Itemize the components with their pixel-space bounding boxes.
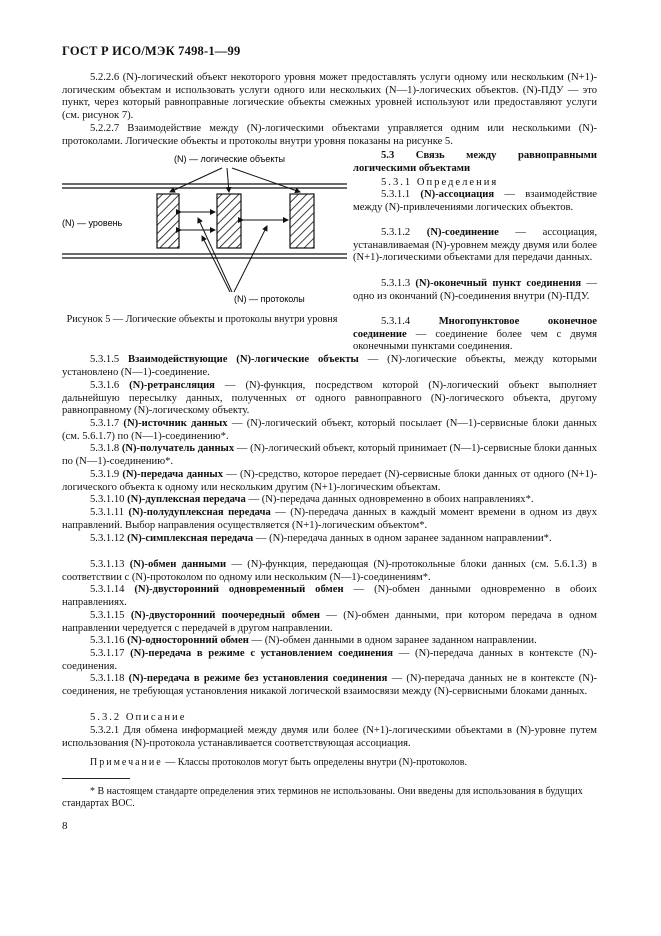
- definition-53118: 5.3.1.18 (N)-передача в режиме без установления соединения — (N)-передача данных не в контексте (N)-соединения, не требующая установления никакой логической взаимосвязи между (N)-сервисными блоками данных.: [62, 673, 597, 697]
- document-header: ГОСТ Р ИСО/МЭК 7498-1—99: [62, 44, 241, 58]
- definition-5317: 5.3.1.7 (N)-источник данных — (N)-логический объект, который посылает (N—1)-сервисные блоки данных (см. 5.6.1.7) по (N—1)-соединению*.: [62, 418, 597, 442]
- paragraph-5226: 5.2.2.6 (N)-логический объект некоторого уровня может предоставлять услуги одному или нескольким (N+1)-логическим объектам и использовать услуги одного или нескольких (N—1)-логических объектов. (N)-ПДУ — это пункт, через который равноправные логические объекты смежных уровней используют или предоставляют услуги (см. рисунок 7).: [62, 72, 597, 121]
- entity-3: [290, 194, 314, 248]
- definition-5319: 5.3.1.9 (N)-передача данных — (N)-средство, которое передает (N)-сервисные блоки данных от одного (N+1)-логического объекта к одному или нескольким другим (N+1)-логическим объектам.: [62, 469, 598, 493]
- footnote: * В настоящем стандарте определения этих терминов не использованы. Они введены для использования в будущих стандартах ВОС.: [62, 786, 583, 810]
- definition-53110: 5.3.1.10 (N)-дуплексная передача — (N)-передача данных одновременно в обоих направлениях*.: [90, 494, 534, 505]
- entity-2: [217, 194, 241, 248]
- page-number: 8: [62, 820, 68, 832]
- paragraph-5227: 5.2.2.7 Взаимодействие между (N)-логическими объектами управляется одним или несколькими (N)-протоколами. Логические объекты и протоколы внутри уровня показаны на рисунке 5.: [62, 123, 597, 147]
- definition-53117: 5.3.1.17 (N)-передача в режиме с установлением соединения — (N)-передача данных в контексте (N)-соединения.: [62, 648, 597, 672]
- note: Примечание — Классы протоколов могут быть определены внутри (N)-протоколов.: [90, 757, 468, 768]
- figure-5-caption: Рисунок 5 — Логические объекты и протоколы внутри уровня: [66, 314, 338, 325]
- definition-53113: 5.3.1.13 (N)-обмен данными — (N)-функция, передающая (N)-протокольные блоки данных (см. 5.6.1.3) в соответствии с (N)-протоколом по одному или нескольким (N—1)-соединениям*.: [62, 559, 598, 583]
- label-entities: (N) — логические объекты: [174, 154, 285, 164]
- heading-5-3: 5.3 Связь между равноправными логическими объектами: [353, 150, 597, 174]
- definition-5312: 5.3.1.2 (N)-соединение — ассоциация, устанавливаемая (N)-уровнем между двумя или более (N+1)-логическими объектами для передачи данных.: [353, 227, 597, 264]
- definition-5314: 5.3.1.4 Многопунктовое оконечное соединение — соединение более чем с двумя оконечными пунктами соединения.: [353, 316, 597, 353]
- footnote-rule: [62, 778, 130, 779]
- definition-5318: 5.3.1.8 (N)-получатель данных — (N)-логический объект, который принимает (N—1)-сервисные блоки данных по (N—1)-соединению*.: [62, 443, 597, 467]
- definition-53114: 5.3.1.14 (N)-двусторонний одновременный обмен — (N)-обмен данными одновременно в обоих направлениях.: [62, 584, 597, 608]
- heading-5-3-1: 5.3.1 Определения: [381, 177, 499, 188]
- paragraph-5321: 5.3.2.1 Для обмена информацией между двумя или более (N+1)-логическими объектами в (N)-уровне путем использования (N)-протокола устанавливается соответствующая ассоциация.: [62, 725, 597, 749]
- label-protocols: (N) — протоколы: [234, 294, 305, 304]
- definition-5316: 5.3.1.6 (N)-ретрансляция — (N)-функция, посредством которой (N)-логический объект выполняет дальнейшую пересылку данных, полученных от одного равноправного (N)-логического объекта, другому равноправному (N)-логическому объекту.: [62, 380, 597, 417]
- label-layer: (N) — уровень: [62, 218, 123, 228]
- entity-1: [157, 194, 179, 248]
- definition-53116: 5.3.1.16 (N)-односторонний обмен — (N)-обмен данными в одном заранее заданном направлении.: [90, 635, 537, 646]
- definition-53111: 5.3.1.11 (N)-полудуплексная передача — (N)-передача данных в каждый момент времени в одном из двух направлений. Выбор направления осуществляется (N+1)-логическим объектом*.: [62, 507, 598, 531]
- definition-53112: 5.3.1.12 (N)-симплексная передача — (N)-передача данных в одном заранее заданном направлении*.: [90, 533, 552, 544]
- definition-5311: 5.3.1.1 (N)-ассоциация — взаимодействие между (N)-привлечениями логических объектов.: [353, 189, 597, 213]
- figure-5-diagram: [62, 150, 347, 310]
- definition-53115: 5.3.1.15 (N)-двусторонний поочередный обмен — (N)-обмен данными, при котором передача в одном направлении чередуется с передачей в другом направлении.: [62, 610, 597, 634]
- heading-5-3-2: 5.3.2 Описание: [90, 712, 187, 723]
- definition-5313: 5.3.1.3 (N)-оконечный пункт соединения — одно из окончаний (N)-соединения внутри (N)-ПДУ.: [353, 278, 597, 302]
- definition-5315: 5.3.1.5 Взаимодействующие (N)-логические объекты — (N)-логические объекты, между которыми установлено (N—1)-соединение.: [62, 354, 597, 378]
